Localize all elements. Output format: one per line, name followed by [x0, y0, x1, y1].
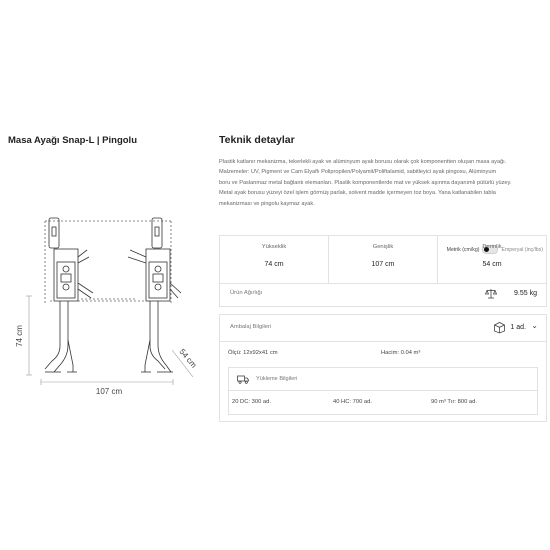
box-icon	[493, 321, 506, 334]
shipping-label: Yükleme Bilgileri	[256, 376, 298, 382]
weight-row	[219, 282, 547, 307]
packaging-header[interactable]	[219, 314, 547, 342]
package-size: Ölçü: 12x92x41 cm	[228, 350, 278, 356]
depth-dimension-label: 54 cm	[177, 347, 199, 370]
shipping-40hc: 40 HC: 700 ad.	[333, 399, 372, 405]
packaging-label: Ambalaj Bilgileri	[230, 324, 272, 330]
height-dimension-label: 74 cm	[15, 325, 24, 347]
description-line: Malzemeler: UV, Pigment ve Cam Elyaflı Polipropilen/Polyamit/Poliftalamid, sabitleyici ayak pingosu, Alüminyum	[219, 169, 497, 176]
description-line: Plastik katlanır mekanizma, tekerlekli ayak ve alüminyum ayak borusu olarak çok komponentten oluşan masa ayağı.	[219, 159, 507, 165]
width-dimension-label: 107 cm	[95, 387, 123, 396]
dimension-width	[329, 236, 438, 283]
imperial-label[interactable]: Emperyal (inç/lbs)	[501, 246, 543, 253]
shipping-header	[229, 368, 537, 391]
section-title: Teknik detaylar	[219, 134, 295, 146]
weight-value: 9.55 kg	[514, 290, 537, 297]
description-line: mekanizması ve pingolu kaymaz ayak.	[219, 200, 315, 207]
chevron-down-icon[interactable]: ⌄	[531, 321, 538, 330]
shipping-20dc: 20 DC: 300 ad.	[232, 399, 271, 405]
product-drawing	[5, 200, 210, 405]
dimension-height	[220, 236, 329, 283]
dimension-value: 74 cm	[264, 261, 284, 268]
product-title: Masa Ayağı Snap-L | Pingolu	[8, 135, 137, 146]
metric-label[interactable]: Metrik (cm/kg)	[446, 246, 480, 253]
dimension-label: Yükseklik	[261, 244, 287, 250]
scale-icon	[485, 288, 497, 299]
package-volume: Hacim: 0.04 m³	[381, 350, 421, 356]
weight-label: Ürün Ağırlığı	[230, 290, 263, 296]
truck-icon	[237, 375, 249, 384]
description-line: boru ve Paslanmaz metal bağlantı elemanları. Plastik komponentlerde mat ve yüksek aşınma dayanımlı pütürlü yüzey.	[219, 179, 512, 186]
shipping-truck: 90 m³ Tır: 800 ad.	[431, 399, 477, 405]
description-line: Metal ayak borusu yüzeyi özel işlem görmüş parlak, solvent madde içermeyen toz boya. Yana katlanabilen tabla	[219, 190, 496, 197]
dimensions-table	[219, 235, 547, 284]
dimension-value: 107 cm	[371, 261, 395, 268]
product-description	[219, 157, 545, 209]
package-quantity: 1 ad.	[510, 324, 526, 331]
dimension-label: Genişlik	[372, 244, 394, 250]
packaging-details	[219, 340, 547, 422]
shipping-info	[228, 367, 538, 415]
dimension-depth	[438, 236, 546, 283]
dimension-label: Derinlik	[482, 244, 502, 250]
dimension-value: 54 cm	[482, 261, 502, 268]
